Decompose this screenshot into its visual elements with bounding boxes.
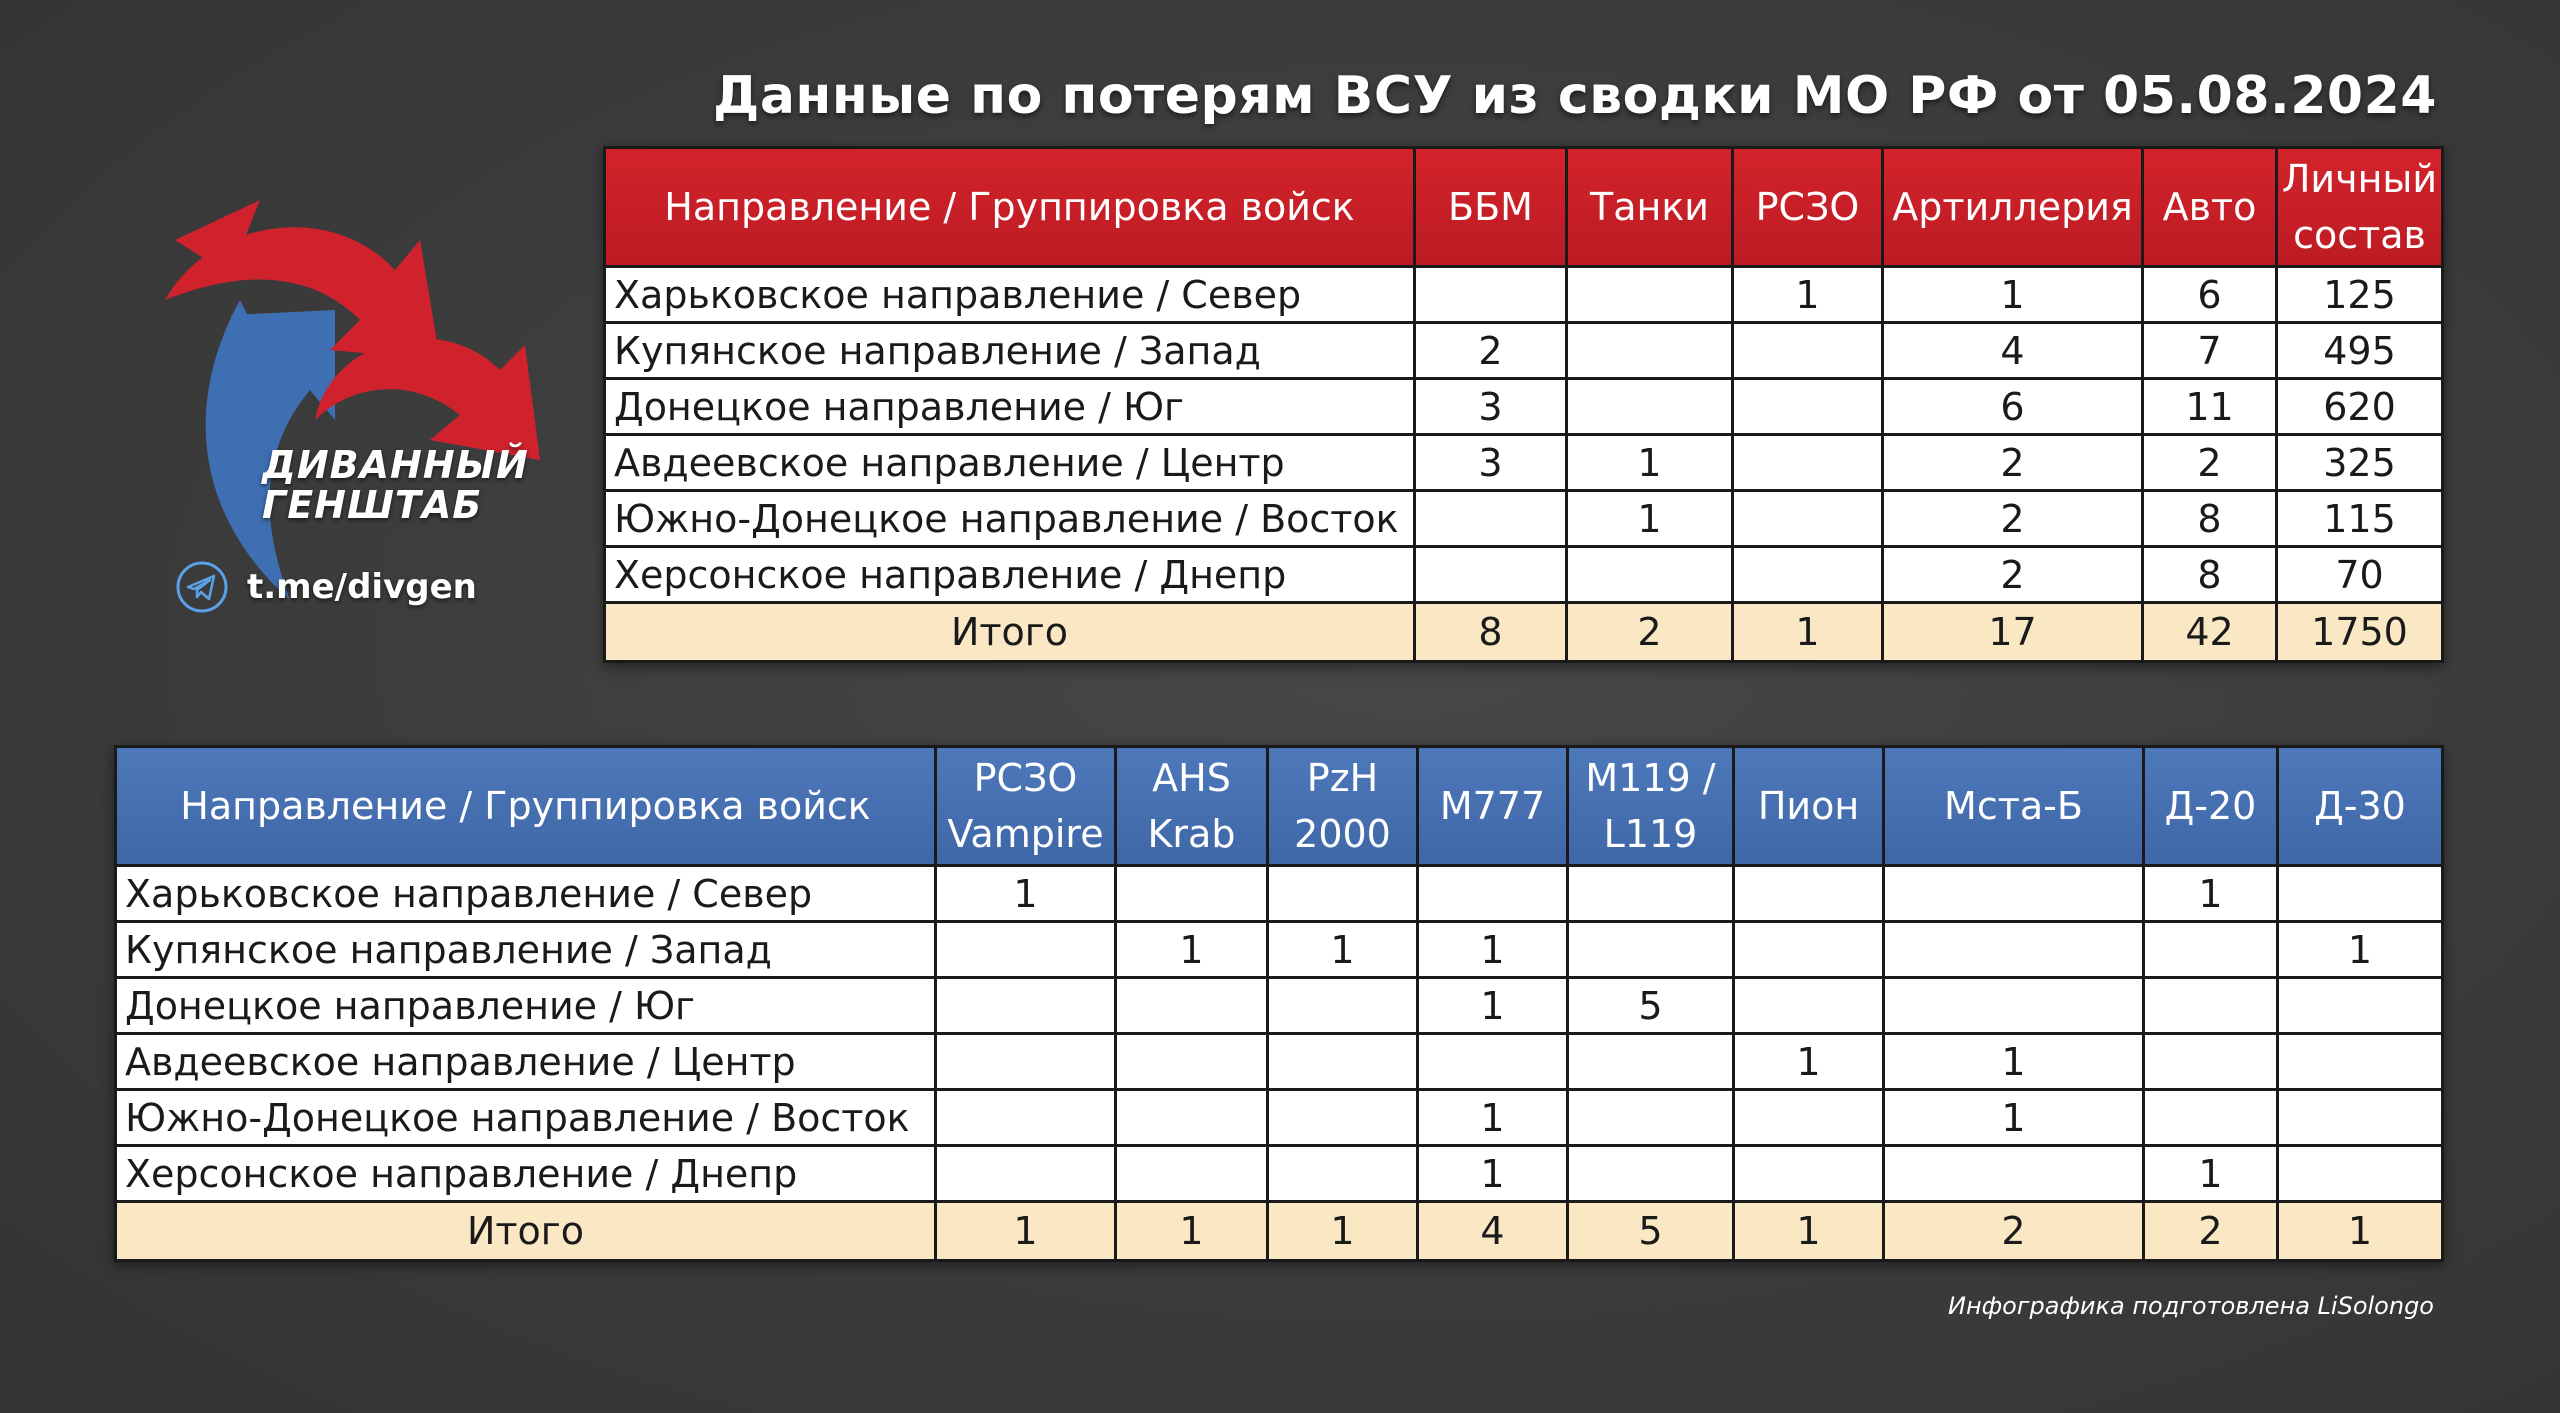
header-row bbox=[116, 747, 2443, 866]
column-header: Артиллерия bbox=[1883, 148, 2143, 267]
losses-table-general bbox=[603, 146, 2444, 663]
total-value: 4 bbox=[1418, 1202, 1568, 1261]
value-cell bbox=[2144, 1090, 2278, 1146]
total-value: 2 bbox=[2144, 1202, 2278, 1261]
value-cell bbox=[1734, 978, 1884, 1034]
value-cell: 6 bbox=[1883, 379, 2143, 435]
value-cell: 8 bbox=[2143, 547, 2277, 603]
value-cell: 1 bbox=[1567, 435, 1733, 491]
value-cell bbox=[2144, 922, 2278, 978]
value-cell bbox=[1116, 978, 1268, 1034]
total-value: 1 bbox=[2278, 1202, 2443, 1261]
column-header: Авто bbox=[2143, 148, 2277, 267]
total-value: 1 bbox=[1116, 1202, 1268, 1261]
value-cell bbox=[1734, 1146, 1884, 1202]
value-cell: 5 bbox=[1568, 978, 1734, 1034]
value-cell: 11 bbox=[2143, 379, 2277, 435]
value-cell bbox=[1415, 491, 1567, 547]
column-header: Личный состав bbox=[2277, 148, 2443, 267]
value-cell bbox=[1734, 922, 1884, 978]
column-header: Д-30 bbox=[2278, 747, 2443, 866]
value-cell bbox=[1268, 1034, 1418, 1090]
direction-cell: Авдеевское направление / Центр bbox=[116, 1034, 936, 1090]
column-header: ББМ bbox=[1415, 148, 1567, 267]
value-cell bbox=[1884, 1146, 2144, 1202]
value-cell bbox=[1415, 547, 1567, 603]
value-cell: 3 bbox=[1415, 379, 1567, 435]
value-cell bbox=[2278, 1146, 2443, 1202]
logo-line-2: ГЕНШТАБ bbox=[262, 483, 483, 527]
value-cell bbox=[1116, 866, 1268, 922]
total-value: 2 bbox=[1884, 1202, 2144, 1261]
value-cell: 1 bbox=[1734, 1034, 1884, 1090]
value-cell bbox=[2278, 978, 2443, 1034]
value-cell bbox=[2144, 978, 2278, 1034]
table-row bbox=[116, 1090, 2443, 1146]
value-cell bbox=[936, 922, 1116, 978]
column-header-direction: Направление / Группировка войск bbox=[605, 148, 1415, 267]
total-value: 1 bbox=[936, 1202, 1116, 1261]
value-cell: 115 bbox=[2277, 491, 2443, 547]
value-cell: 2 bbox=[1883, 547, 2143, 603]
direction-cell: Херсонское направление / Днепр bbox=[605, 547, 1415, 603]
value-cell bbox=[1268, 1146, 1418, 1202]
header-row bbox=[605, 148, 2443, 267]
column-header: РСЗО bbox=[1733, 148, 1883, 267]
column-header: Пион bbox=[1734, 747, 1884, 866]
column-header: РСЗО Vampire bbox=[936, 747, 1116, 866]
value-cell bbox=[1733, 435, 1883, 491]
column-header-direction: Направление / Группировка войск bbox=[116, 747, 936, 866]
telegram-icon bbox=[175, 560, 229, 614]
total-value: 2 bbox=[1567, 603, 1733, 662]
total-label: Итого bbox=[116, 1202, 936, 1261]
direction-cell: Харьковское направление / Север bbox=[605, 267, 1415, 323]
value-cell: 8 bbox=[2143, 491, 2277, 547]
value-cell bbox=[1733, 323, 1883, 379]
value-cell: 2 bbox=[1883, 491, 2143, 547]
value-cell bbox=[936, 1146, 1116, 1202]
telegram-link-row[interactable] bbox=[175, 560, 477, 614]
table-row bbox=[605, 435, 2443, 491]
value-cell bbox=[1418, 1034, 1568, 1090]
value-cell bbox=[936, 978, 1116, 1034]
value-cell bbox=[1116, 1090, 1268, 1146]
value-cell: 1 bbox=[2144, 1146, 2278, 1202]
value-cell bbox=[1268, 866, 1418, 922]
total-value: 1 bbox=[1268, 1202, 1418, 1261]
direction-cell: Купянское направление / Запад bbox=[116, 922, 936, 978]
value-cell bbox=[1116, 1034, 1268, 1090]
value-cell: 4 bbox=[1883, 323, 2143, 379]
logo-line-1: ДИВАННЫЙ bbox=[262, 443, 529, 487]
table-row bbox=[605, 323, 2443, 379]
table-row bbox=[116, 1146, 2443, 1202]
value-cell: 1 bbox=[936, 866, 1116, 922]
value-cell: 1 bbox=[1883, 267, 2143, 323]
value-cell: 7 bbox=[2143, 323, 2277, 379]
total-label: Итого bbox=[605, 603, 1415, 662]
direction-cell: Донецкое направление / Юг bbox=[605, 379, 1415, 435]
value-cell: 1 bbox=[1116, 922, 1268, 978]
total-value: 8 bbox=[1415, 603, 1567, 662]
value-cell bbox=[1567, 547, 1733, 603]
direction-cell: Донецкое направление / Юг bbox=[116, 978, 936, 1034]
table-row bbox=[116, 922, 2443, 978]
value-cell bbox=[1418, 866, 1568, 922]
value-cell: 495 bbox=[2277, 323, 2443, 379]
direction-cell: Южно-Донецкое направление / Восток bbox=[116, 1090, 936, 1146]
column-header: M777 bbox=[1418, 747, 1568, 866]
total-value: 1 bbox=[1733, 603, 1883, 662]
value-cell bbox=[1733, 379, 1883, 435]
direction-cell: Херсонское направление / Днепр bbox=[116, 1146, 936, 1202]
table-row bbox=[116, 866, 2443, 922]
total-row bbox=[605, 603, 2443, 662]
table-row bbox=[116, 1034, 2443, 1090]
value-cell bbox=[2144, 1034, 2278, 1090]
value-cell: 1 bbox=[1884, 1090, 2144, 1146]
value-cell bbox=[1268, 1090, 1418, 1146]
value-cell bbox=[1734, 866, 1884, 922]
value-cell bbox=[936, 1090, 1116, 1146]
value-cell: 2 bbox=[2143, 435, 2277, 491]
total-value: 1 bbox=[1734, 1202, 1884, 1261]
value-cell bbox=[1884, 866, 2144, 922]
value-cell bbox=[1733, 491, 1883, 547]
value-cell: 3 bbox=[1415, 435, 1567, 491]
value-cell bbox=[1884, 922, 2144, 978]
direction-cell: Купянское направление / Запад bbox=[605, 323, 1415, 379]
value-cell bbox=[1568, 866, 1734, 922]
value-cell: 1 bbox=[1733, 267, 1883, 323]
column-header: PzH 2000 bbox=[1268, 747, 1418, 866]
page-title: Данные по потерям ВСУ из сводки МО РФ от 05.08.2024 bbox=[713, 66, 2437, 126]
direction-cell: Южно-Донецкое направление / Восток bbox=[605, 491, 1415, 547]
column-header: Танки bbox=[1567, 148, 1733, 267]
value-cell: 2 bbox=[1883, 435, 2143, 491]
value-cell: 2 bbox=[1415, 323, 1567, 379]
value-cell: 1 bbox=[1268, 922, 1418, 978]
table-row bbox=[605, 491, 2443, 547]
value-cell: 1 bbox=[1884, 1034, 2144, 1090]
value-cell: 1 bbox=[1418, 922, 1568, 978]
value-cell bbox=[1415, 267, 1567, 323]
total-value: 17 bbox=[1883, 603, 2143, 662]
value-cell: 620 bbox=[2277, 379, 2443, 435]
value-cell bbox=[1567, 267, 1733, 323]
value-cell bbox=[1567, 323, 1733, 379]
total-value: 1750 bbox=[2277, 603, 2443, 662]
value-cell: 1 bbox=[2278, 922, 2443, 978]
value-cell: 325 bbox=[2277, 435, 2443, 491]
value-cell bbox=[1568, 1090, 1734, 1146]
value-cell bbox=[1568, 1146, 1734, 1202]
value-cell bbox=[1567, 379, 1733, 435]
value-cell bbox=[2278, 1090, 2443, 1146]
value-cell: 1 bbox=[1418, 1146, 1568, 1202]
value-cell bbox=[1116, 1146, 1268, 1202]
value-cell bbox=[2278, 866, 2443, 922]
telegram-link[interactable]: t.me/divgen bbox=[247, 567, 477, 607]
credit-note: Инфографика подготовлена LiSolongo bbox=[1948, 1292, 2434, 1320]
table-row bbox=[116, 978, 2443, 1034]
value-cell: 125 bbox=[2277, 267, 2443, 323]
table-row bbox=[605, 379, 2443, 435]
value-cell bbox=[1734, 1090, 1884, 1146]
column-header: Мста-Б bbox=[1884, 747, 2144, 866]
table-row bbox=[605, 267, 2443, 323]
column-header: AHS Krab bbox=[1116, 747, 1268, 866]
value-cell bbox=[1268, 978, 1418, 1034]
column-header: M119 / L119 bbox=[1568, 747, 1734, 866]
logo-wordmark bbox=[262, 445, 529, 525]
value-cell: 1 bbox=[2144, 866, 2278, 922]
value-cell: 70 bbox=[2277, 547, 2443, 603]
value-cell: 6 bbox=[2143, 267, 2277, 323]
column-header: Д-20 bbox=[2144, 747, 2278, 866]
direction-cell: Харьковское направление / Север bbox=[116, 866, 936, 922]
value-cell bbox=[1884, 978, 2144, 1034]
total-row bbox=[116, 1202, 2443, 1261]
value-cell: 1 bbox=[1418, 978, 1568, 1034]
value-cell: 1 bbox=[1418, 1090, 1568, 1146]
value-cell bbox=[1733, 547, 1883, 603]
direction-cell: Авдеевское направление / Центр bbox=[605, 435, 1415, 491]
value-cell: 1 bbox=[1567, 491, 1733, 547]
total-value: 42 bbox=[2143, 603, 2277, 662]
value-cell bbox=[1568, 922, 1734, 978]
value-cell bbox=[1568, 1034, 1734, 1090]
value-cell bbox=[2278, 1034, 2443, 1090]
total-value: 5 bbox=[1568, 1202, 1734, 1261]
value-cell bbox=[936, 1034, 1116, 1090]
table-row bbox=[605, 547, 2443, 603]
losses-table-artillery bbox=[114, 745, 2444, 1262]
